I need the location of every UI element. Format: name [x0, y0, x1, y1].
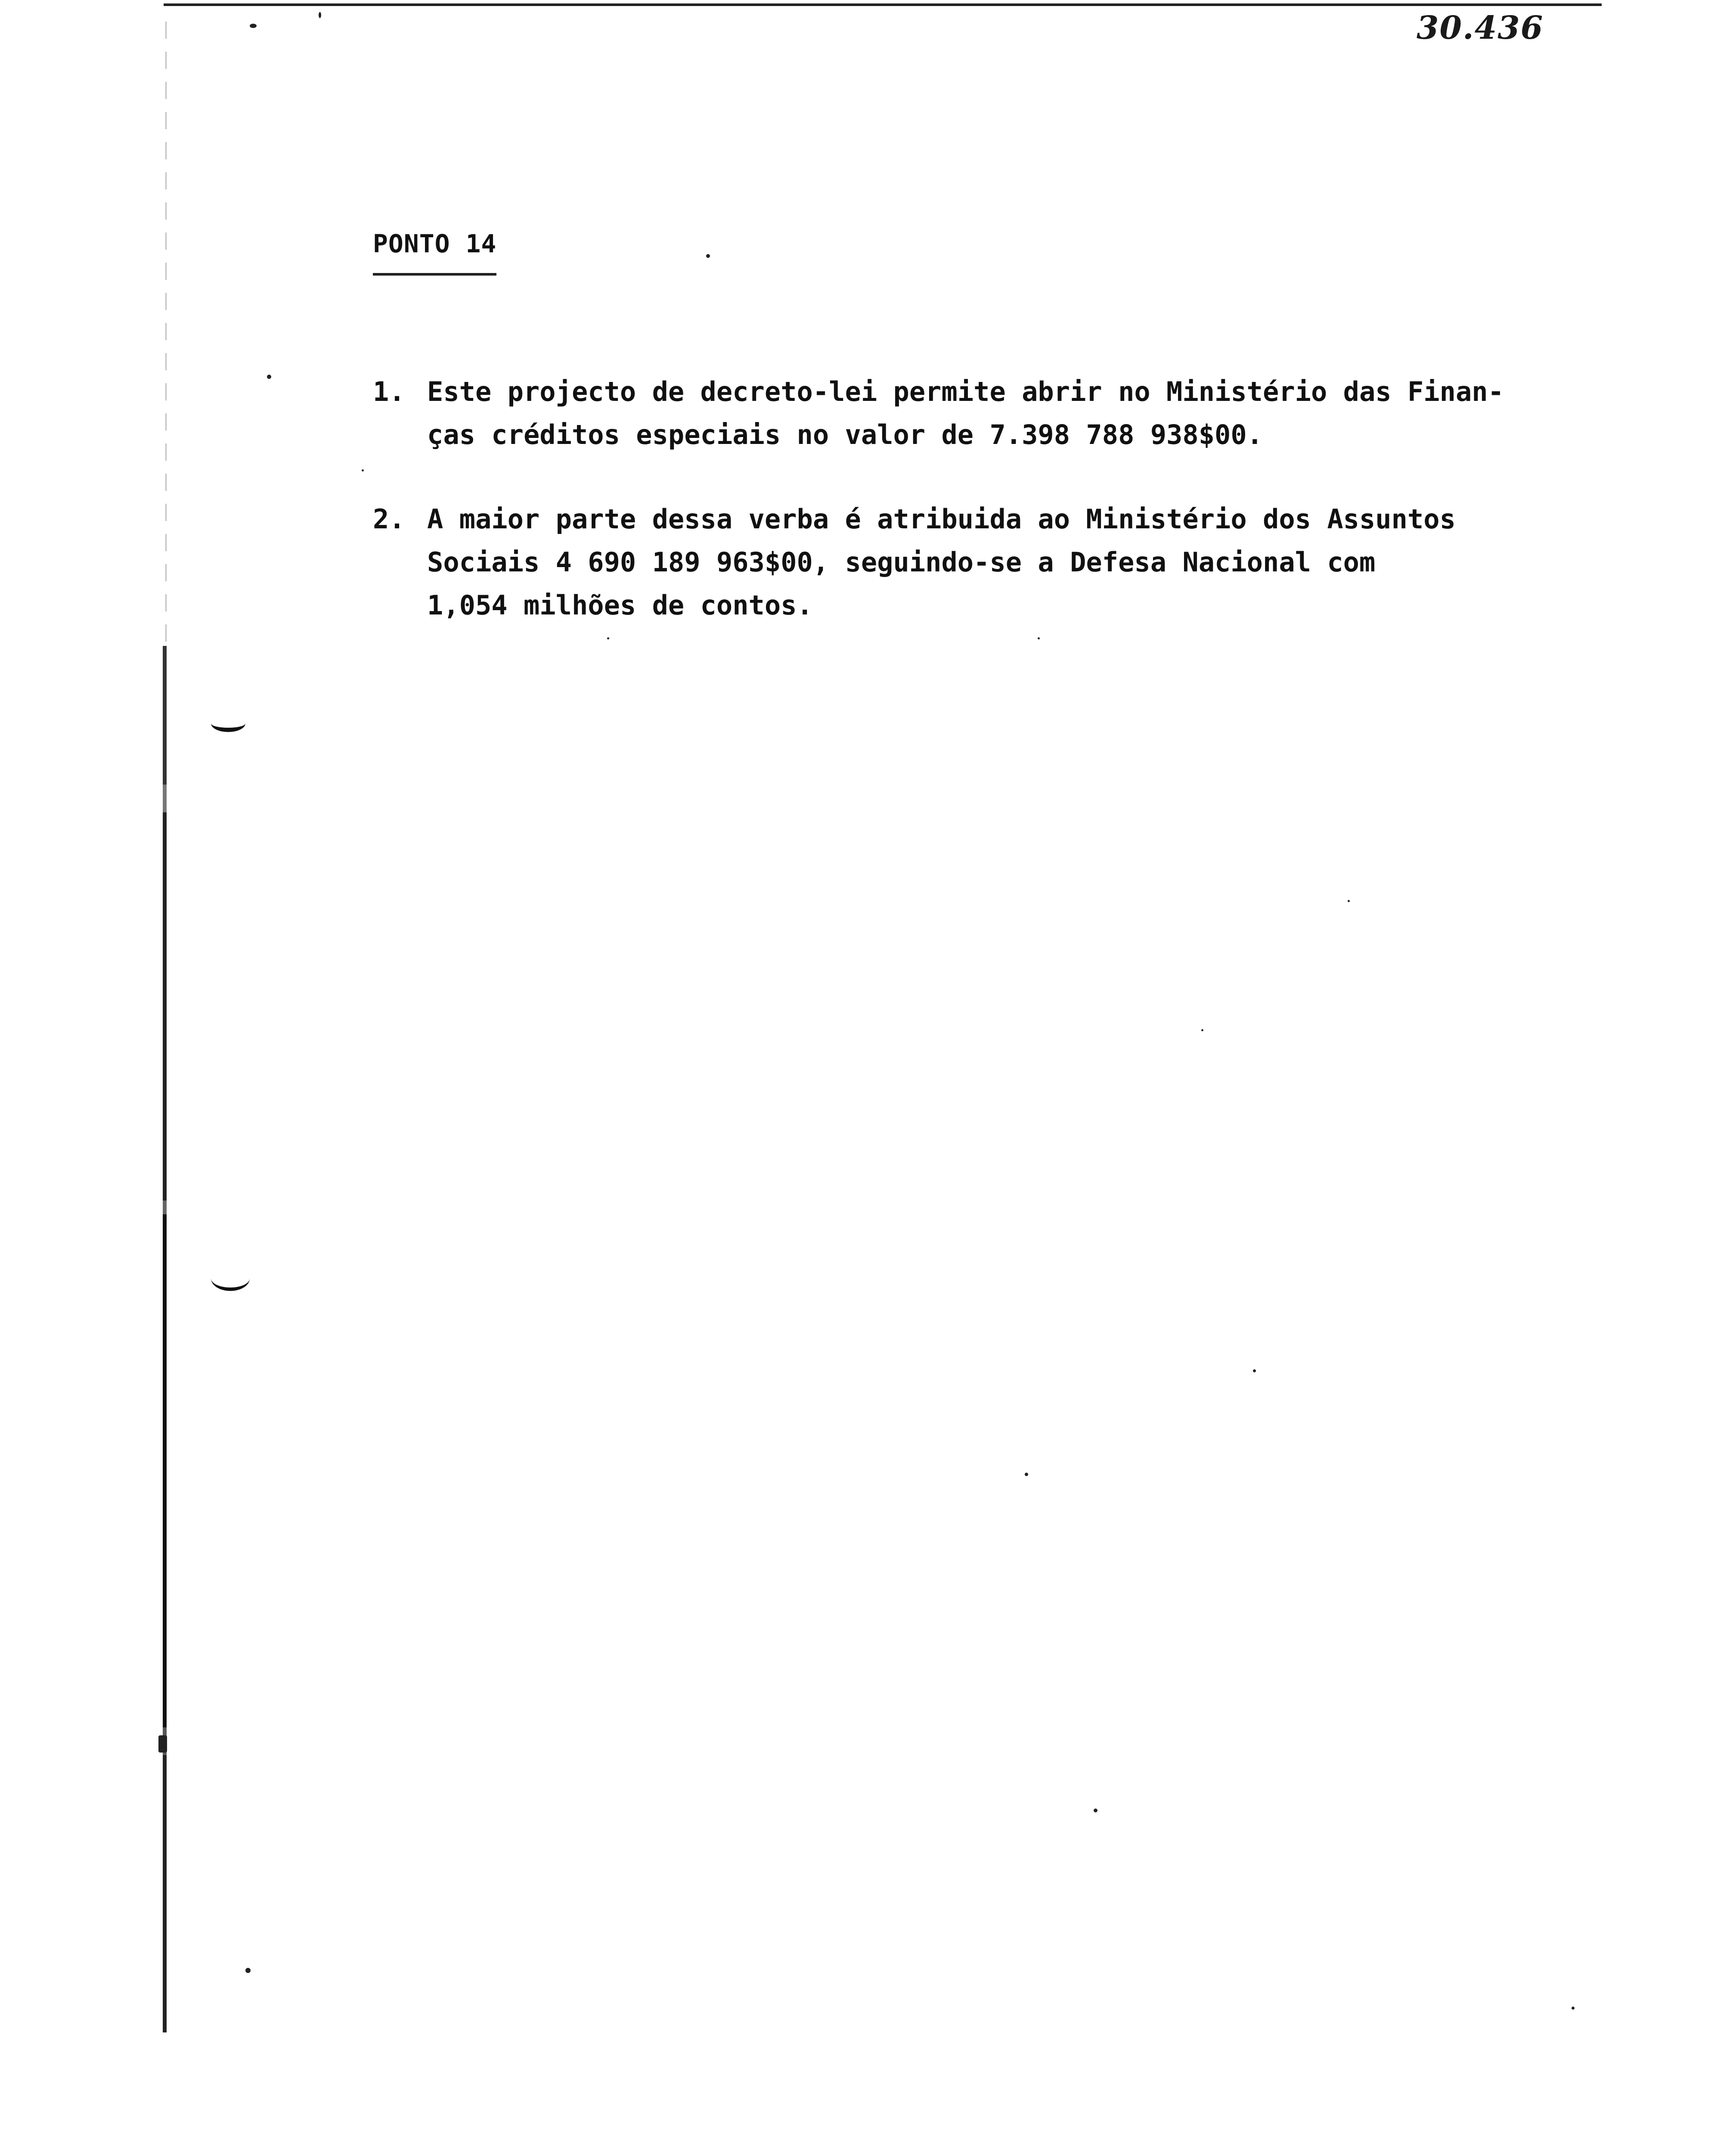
item-number: 1.	[373, 376, 405, 407]
item-line: ças créditos especiais no valor de 7.398 788 938$00.	[427, 419, 1263, 450]
item-line: Sociais 4 690 189 963$00, seguindo-se a Defesa Nacional com	[427, 546, 1376, 578]
scan-speck	[1572, 2007, 1575, 2010]
item-1	[373, 370, 1600, 456]
punch-hole-mark	[211, 715, 245, 732]
item-line: Este projecto de decreto-lei permite abrir no Ministério das Finan-	[427, 376, 1504, 407]
numbered-items	[373, 370, 1600, 668]
item-line: A maior parte dessa verba é atribuida ao Ministério dos Assuntos	[427, 503, 1456, 535]
scan-speck	[319, 12, 321, 18]
item-line: 1,054 milhões de contos.	[427, 589, 813, 621]
scan-speck	[1038, 637, 1040, 639]
scan-speck	[250, 24, 257, 28]
top-edge-rule	[164, 3, 1602, 6]
scan-speck	[607, 637, 609, 639]
scan-speck	[1253, 1369, 1256, 1372]
scan-left-edge-faint	[165, 22, 167, 646]
item-text	[427, 498, 1600, 627]
scan-speck	[1094, 1809, 1097, 1812]
scan-speck	[706, 254, 710, 258]
item-number: 2.	[373, 503, 405, 535]
punch-hole-mark	[211, 1266, 250, 1291]
scan-speck	[245, 1968, 251, 1973]
scan-speck	[1348, 900, 1350, 902]
scan-left-edge	[163, 646, 167, 2032]
scan-speck	[1025, 1473, 1028, 1476]
handwritten-reference-note: 30.436	[1417, 9, 1544, 47]
scan-speck	[158, 1735, 167, 1753]
item-2	[373, 498, 1600, 627]
scan-speck	[1201, 1029, 1203, 1031]
item-text	[427, 370, 1600, 456]
scan-speck	[362, 469, 364, 472]
scan-speck	[267, 375, 271, 379]
section-heading: PONTO 14	[373, 229, 496, 276]
